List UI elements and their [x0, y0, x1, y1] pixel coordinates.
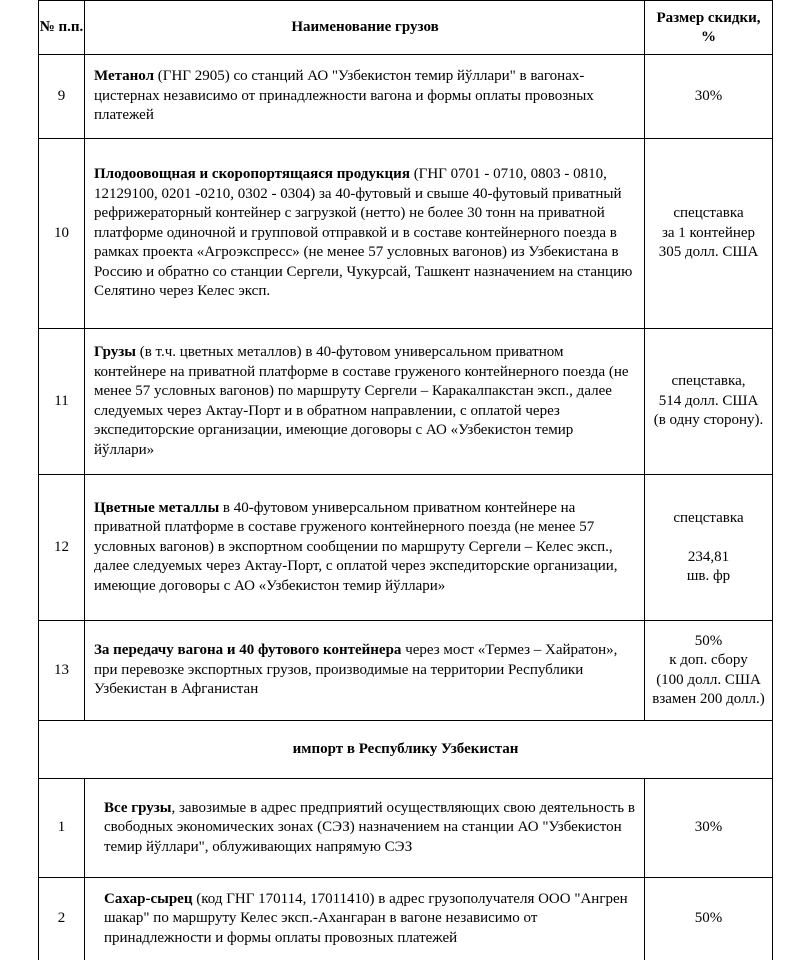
row-num: 13	[39, 621, 85, 721]
row-discount	[645, 621, 773, 721]
discount-line: 50%	[694, 632, 723, 649]
table-row	[39, 779, 773, 878]
discount-gap	[648, 528, 769, 548]
row-name	[85, 621, 645, 721]
table-row	[39, 475, 773, 621]
row-name	[85, 878, 645, 960]
row-name	[85, 55, 645, 139]
header-num: № п.п.	[39, 1, 85, 55]
discount-line: спецставка,	[671, 373, 746, 390]
row-name-text: (ГНГ 2905) со станций АО "Узбекистон темир йўллари" в вагонах-цистернах независимо от принадлежности вагона и формы оплаты провозных платежей	[94, 68, 594, 124]
section-title-import: импорт в Республику Узбекистан	[39, 721, 773, 779]
row-name-bold: Грузы	[94, 344, 136, 360]
discount-line: (100 долл. США	[656, 671, 761, 688]
table-row	[39, 329, 773, 475]
discount-line: 514 долл. США	[658, 392, 759, 409]
discount-line: взамен 200 долл.)	[652, 691, 765, 707]
row-discount	[645, 329, 773, 475]
header-discount: Размер скидки, %	[645, 1, 773, 55]
row-name-bold: Все грузы	[104, 799, 172, 816]
row-discount	[645, 55, 773, 139]
row-discount	[645, 139, 773, 329]
section-row	[39, 721, 773, 779]
row-discount	[645, 779, 773, 878]
discount-line: спецставка	[673, 509, 744, 526]
discount-line: шв. фр	[686, 568, 731, 584]
row-name-text: , завозимые в адрес предприятий осуществляющих свою деятельность в свободных экономических зонах (СЭЗ) назначением на станции АО "Узбекистон темир йўллари", облуживающих напрямую СЭЗ	[104, 799, 635, 855]
header-name: Наименование грузов	[85, 1, 645, 55]
row-num: 2	[39, 878, 85, 960]
table-row	[39, 139, 773, 329]
discount-line: 50%	[694, 910, 723, 926]
row-name-bold: За передачу вагона и 40 футового контейнера	[94, 642, 402, 659]
row-name	[85, 139, 645, 329]
row-discount	[645, 878, 773, 960]
row-num: 12	[39, 475, 85, 621]
row-name-text: (ГНГ 0701 - 0710, 0803 - 0810, 12129100, 0201 -0210, 0302 - 0304) за 40-футовый и свыше 40-футовый приватный рефрижераторный контейнер с загрузкой (нетто) не более 30 тонн на приватной платформе одиночной и групповой отправкой и в составе контейнерного поезда в рамках проекта «Агроэкспресс» (не менее 57 условных вагонов) из Узбекистана в Россию и обратно со станции Сергели, Чукурсай, Ташкент назначением на станцию Селятино через Келес эксп.	[94, 166, 633, 300]
discount-line: (в одну сторону).	[653, 412, 764, 429]
row-name-bold: Метанол	[94, 68, 155, 85]
row-name-text: (код ГНГ 170114, 17011410) в адрес грузополучателя ООО "Ангрен шакар" по маршруту Келес эксп.-Ахангаран в вагоне независимо от принадлежности и формы оплаты провозных платежей	[104, 890, 628, 946]
discount-line: за 1 контейнер	[661, 224, 756, 241]
discount-line: спецставка	[673, 205, 744, 222]
row-name	[85, 329, 645, 475]
row-discount	[645, 475, 773, 621]
row-num: 10	[39, 139, 85, 329]
row-name-bold: Сахар-сырец	[104, 890, 193, 907]
table-row	[39, 55, 773, 139]
row-name-bold: Плодоовощная и скоропортящаяся продукция	[94, 166, 410, 183]
discount-line: 30%	[694, 87, 723, 104]
row-name-text: через мост «Термез – Хайратон», при перевозке экспортных грузов, производимые на территории Республики Узбекистан в Афганистан	[94, 642, 618, 698]
row-num: 9	[39, 55, 85, 139]
row-name-text: (в т.ч. цветных металлов) в 40-футовом универсальном приватном контейнере на приватной платформе в составе груженого контейнерного поезда (не менее 57 условных вагонов) по маршруту Сергели – Каракалпакстан эксп., далее следуемых через Актау-Порт и в обратном направлении, с оплатой через экспедиторские организации, имеющие договоры с АО «Узбекистон темир йўллари»	[94, 344, 629, 458]
discount-line: 305 долл. США	[658, 244, 759, 261]
discount-table	[38, 0, 773, 960]
table-row	[39, 878, 773, 960]
row-num: 1	[39, 779, 85, 878]
discount-line: 30%	[694, 819, 723, 836]
discount-line: к доп. сбору	[669, 652, 748, 668]
table-header-row	[39, 1, 773, 55]
discount-line: 234,81	[687, 548, 730, 565]
row-name-text: в 40-футовом универсальном приватном контейнере на приватной платформе в составе груженого контейнерного поезда (не менее 57 условных вагонов) в экспортном сообщении по маршруту Сергели – Келес эксп., далее следуемых через Актау-Порт, с оплатой через экспедиторские организации, имеющие договоры с АО «Узбекистон темир йўллари»	[94, 499, 618, 594]
table-row	[39, 621, 773, 721]
row-name	[85, 779, 645, 878]
row-num: 11	[39, 329, 85, 475]
row-name	[85, 475, 645, 621]
row-name-bold: Цветные металлы	[94, 499, 220, 516]
